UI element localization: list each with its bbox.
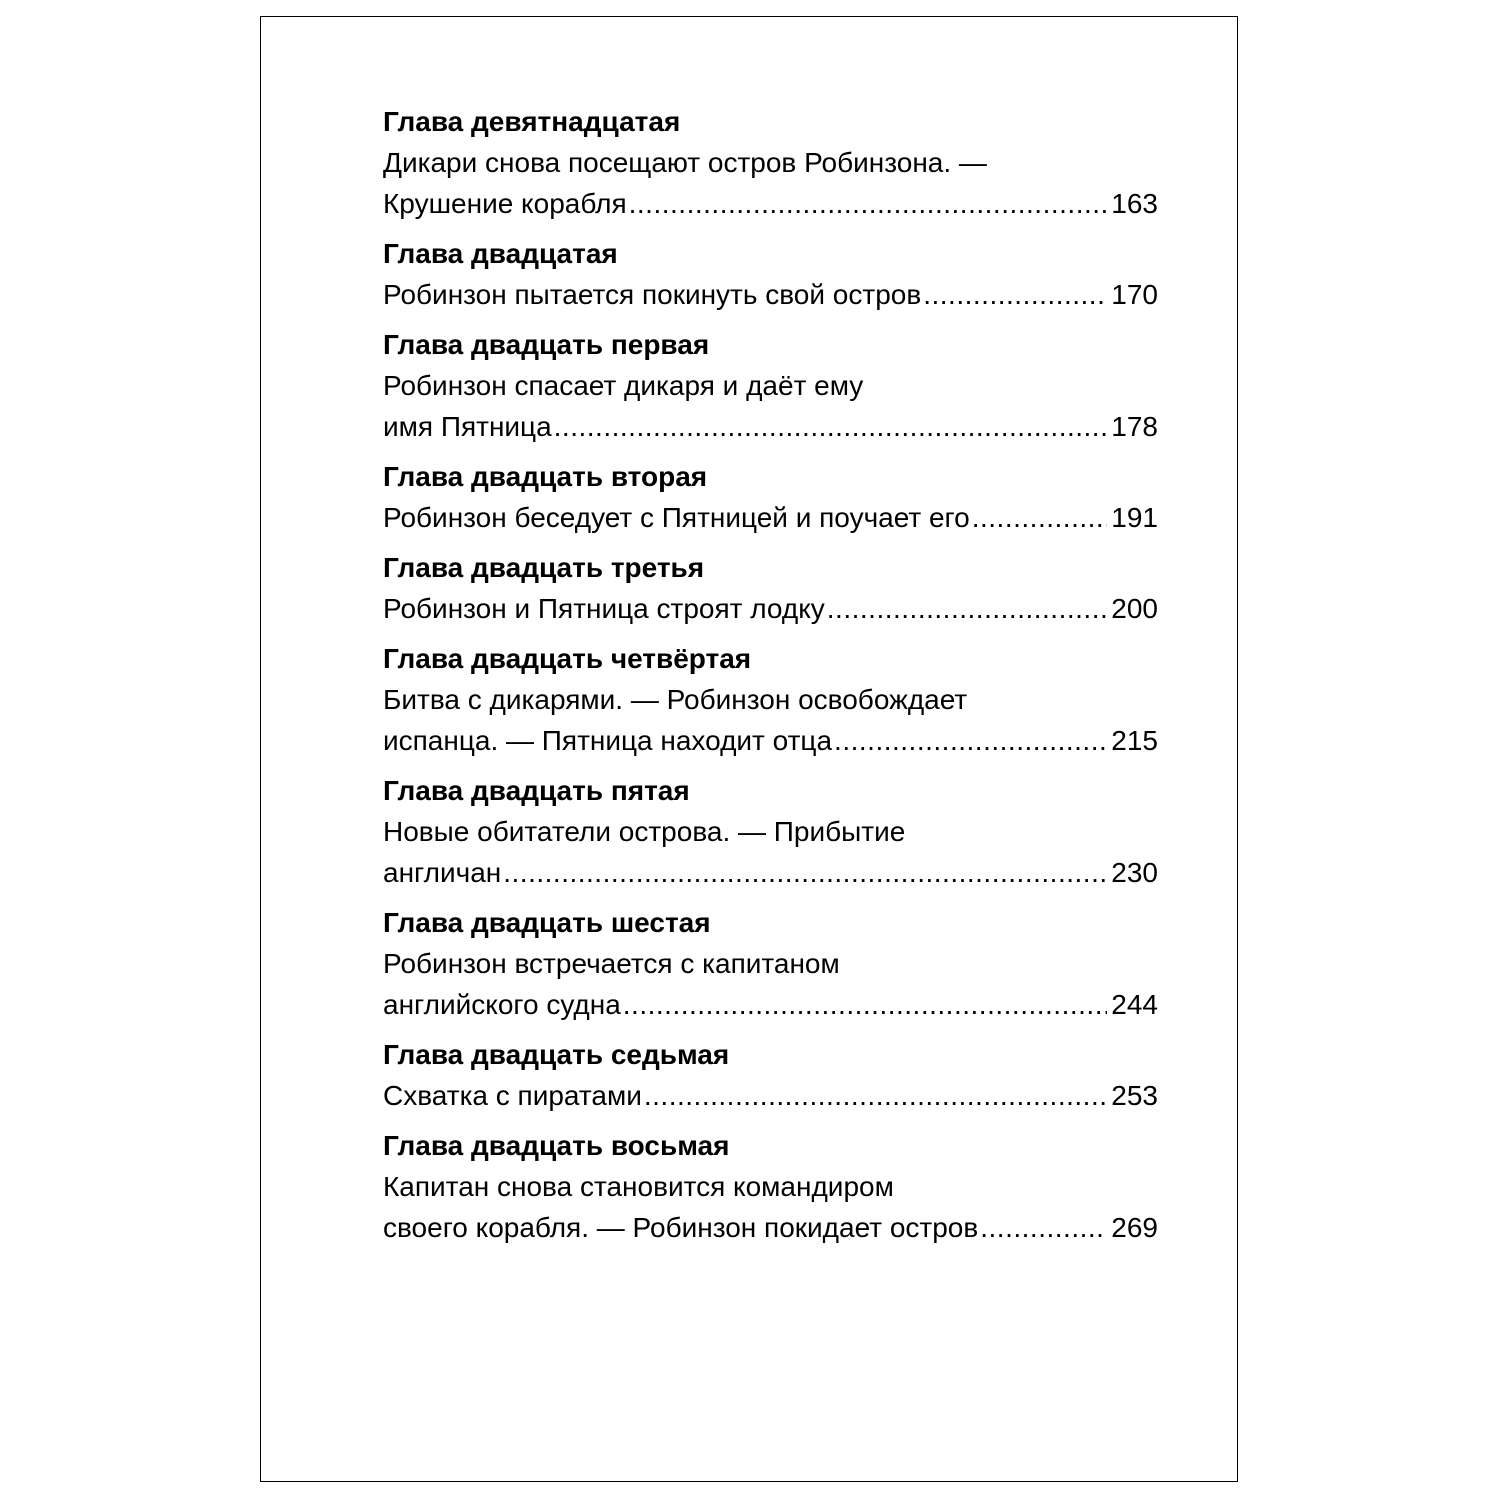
toc-entry-line: [383, 1207, 1158, 1248]
toc-entry-line: [383, 1075, 1158, 1116]
page-number: 269: [1111, 1212, 1158, 1243]
chapter-title: Глава двадцать вторая: [383, 461, 708, 492]
toc-chapter: [383, 1034, 1158, 1116]
chapter-description-line: испанца. — Пятница находит отца: [383, 725, 833, 756]
chapter-title: Глава двадцать пятая: [383, 775, 690, 806]
dot-leader: [503, 852, 1107, 893]
chapter-title: Глава двадцать седьмая: [383, 1039, 730, 1070]
chapter-description-line: Новые обитатели острова. — Прибытие: [383, 816, 906, 847]
chapter-description-line: своего корабля. — Робинзон покидает остров: [383, 1212, 979, 1243]
toc-chapter: [383, 101, 1158, 224]
chapter-description-line: Битва с дикарями. — Робинзон освобождает: [383, 684, 968, 715]
dot-leader: [980, 1207, 1107, 1248]
toc-chapter: [383, 1125, 1158, 1248]
chapter-description-line: Робинзон пытается покинуть свой остров: [383, 279, 922, 310]
chapter-description-line: Робинзон беседует с Пятницей и поучает его: [383, 502, 970, 533]
page-number: 215: [1111, 725, 1158, 756]
toc-chapter: [383, 638, 1158, 761]
page-number: 170: [1111, 279, 1158, 310]
chapter-title: Глава двадцать четвёртая: [383, 643, 752, 674]
toc-chapter: [383, 324, 1158, 447]
dot-leader: [629, 183, 1108, 224]
page-number: 200: [1111, 593, 1158, 624]
chapter-description-line: Робинзон и Пятница строят лодку: [383, 593, 825, 624]
toc-entry-line: [383, 406, 1158, 447]
toc-chapter: [383, 547, 1158, 629]
chapter-description-line: Дикари снова посещают остров Робинзона. —: [383, 147, 987, 178]
toc-chapter: [383, 233, 1158, 315]
toc-chapter: [383, 770, 1158, 893]
chapter-description-line: Крушение корабля: [383, 188, 627, 219]
page-number: 178: [1111, 411, 1158, 442]
chapter-description-line: Робинзон спасает дикаря и даёт ему: [383, 370, 864, 401]
page-number: 191: [1111, 502, 1158, 533]
toc-chapter: [383, 902, 1158, 1025]
toc-entry-line: [383, 183, 1158, 224]
dot-leader: [827, 588, 1108, 629]
chapter-description-line: имя Пятница: [383, 411, 552, 442]
chapter-description-line: Капитан снова становится командиром: [383, 1171, 894, 1202]
chapter-title: Глава девятнадцатая: [383, 106, 681, 137]
chapter-description-line: Схватка с пиратами: [383, 1080, 642, 1111]
dot-leader: [623, 984, 1108, 1025]
table-of-contents: [383, 101, 1158, 1257]
chapter-title: Глава двадцать третья: [383, 552, 705, 583]
chapter-title: Глава двадцать шестая: [383, 907, 711, 938]
toc-entry-line: [383, 984, 1158, 1025]
page-number: 163: [1111, 188, 1158, 219]
chapter-description-line: англичан: [383, 857, 502, 888]
dot-leader: [554, 406, 1108, 447]
page-number: 230: [1111, 857, 1158, 888]
chapter-title: Глава двадцать первая: [383, 329, 710, 360]
page-number: 244: [1111, 989, 1158, 1020]
toc-entry-line: [383, 588, 1158, 629]
chapter-description-line: Робинзон встречается с капитаном: [383, 948, 840, 979]
toc-chapter: [383, 456, 1158, 538]
toc-entry-line: [383, 274, 1158, 315]
chapter-title: Глава двадцать восьмая: [383, 1130, 730, 1161]
dot-leader: [923, 274, 1107, 315]
chapter-title: Глава двадцатая: [383, 238, 618, 269]
page-number: 253: [1111, 1080, 1158, 1111]
dot-leader: [834, 720, 1107, 761]
toc-entry-line: [383, 852, 1158, 893]
toc-entry-line: [383, 497, 1158, 538]
chapter-description-line: английского судна: [383, 989, 621, 1020]
dot-leader: [644, 1075, 1107, 1116]
toc-entry-line: [383, 720, 1158, 761]
dot-leader: [972, 497, 1108, 538]
